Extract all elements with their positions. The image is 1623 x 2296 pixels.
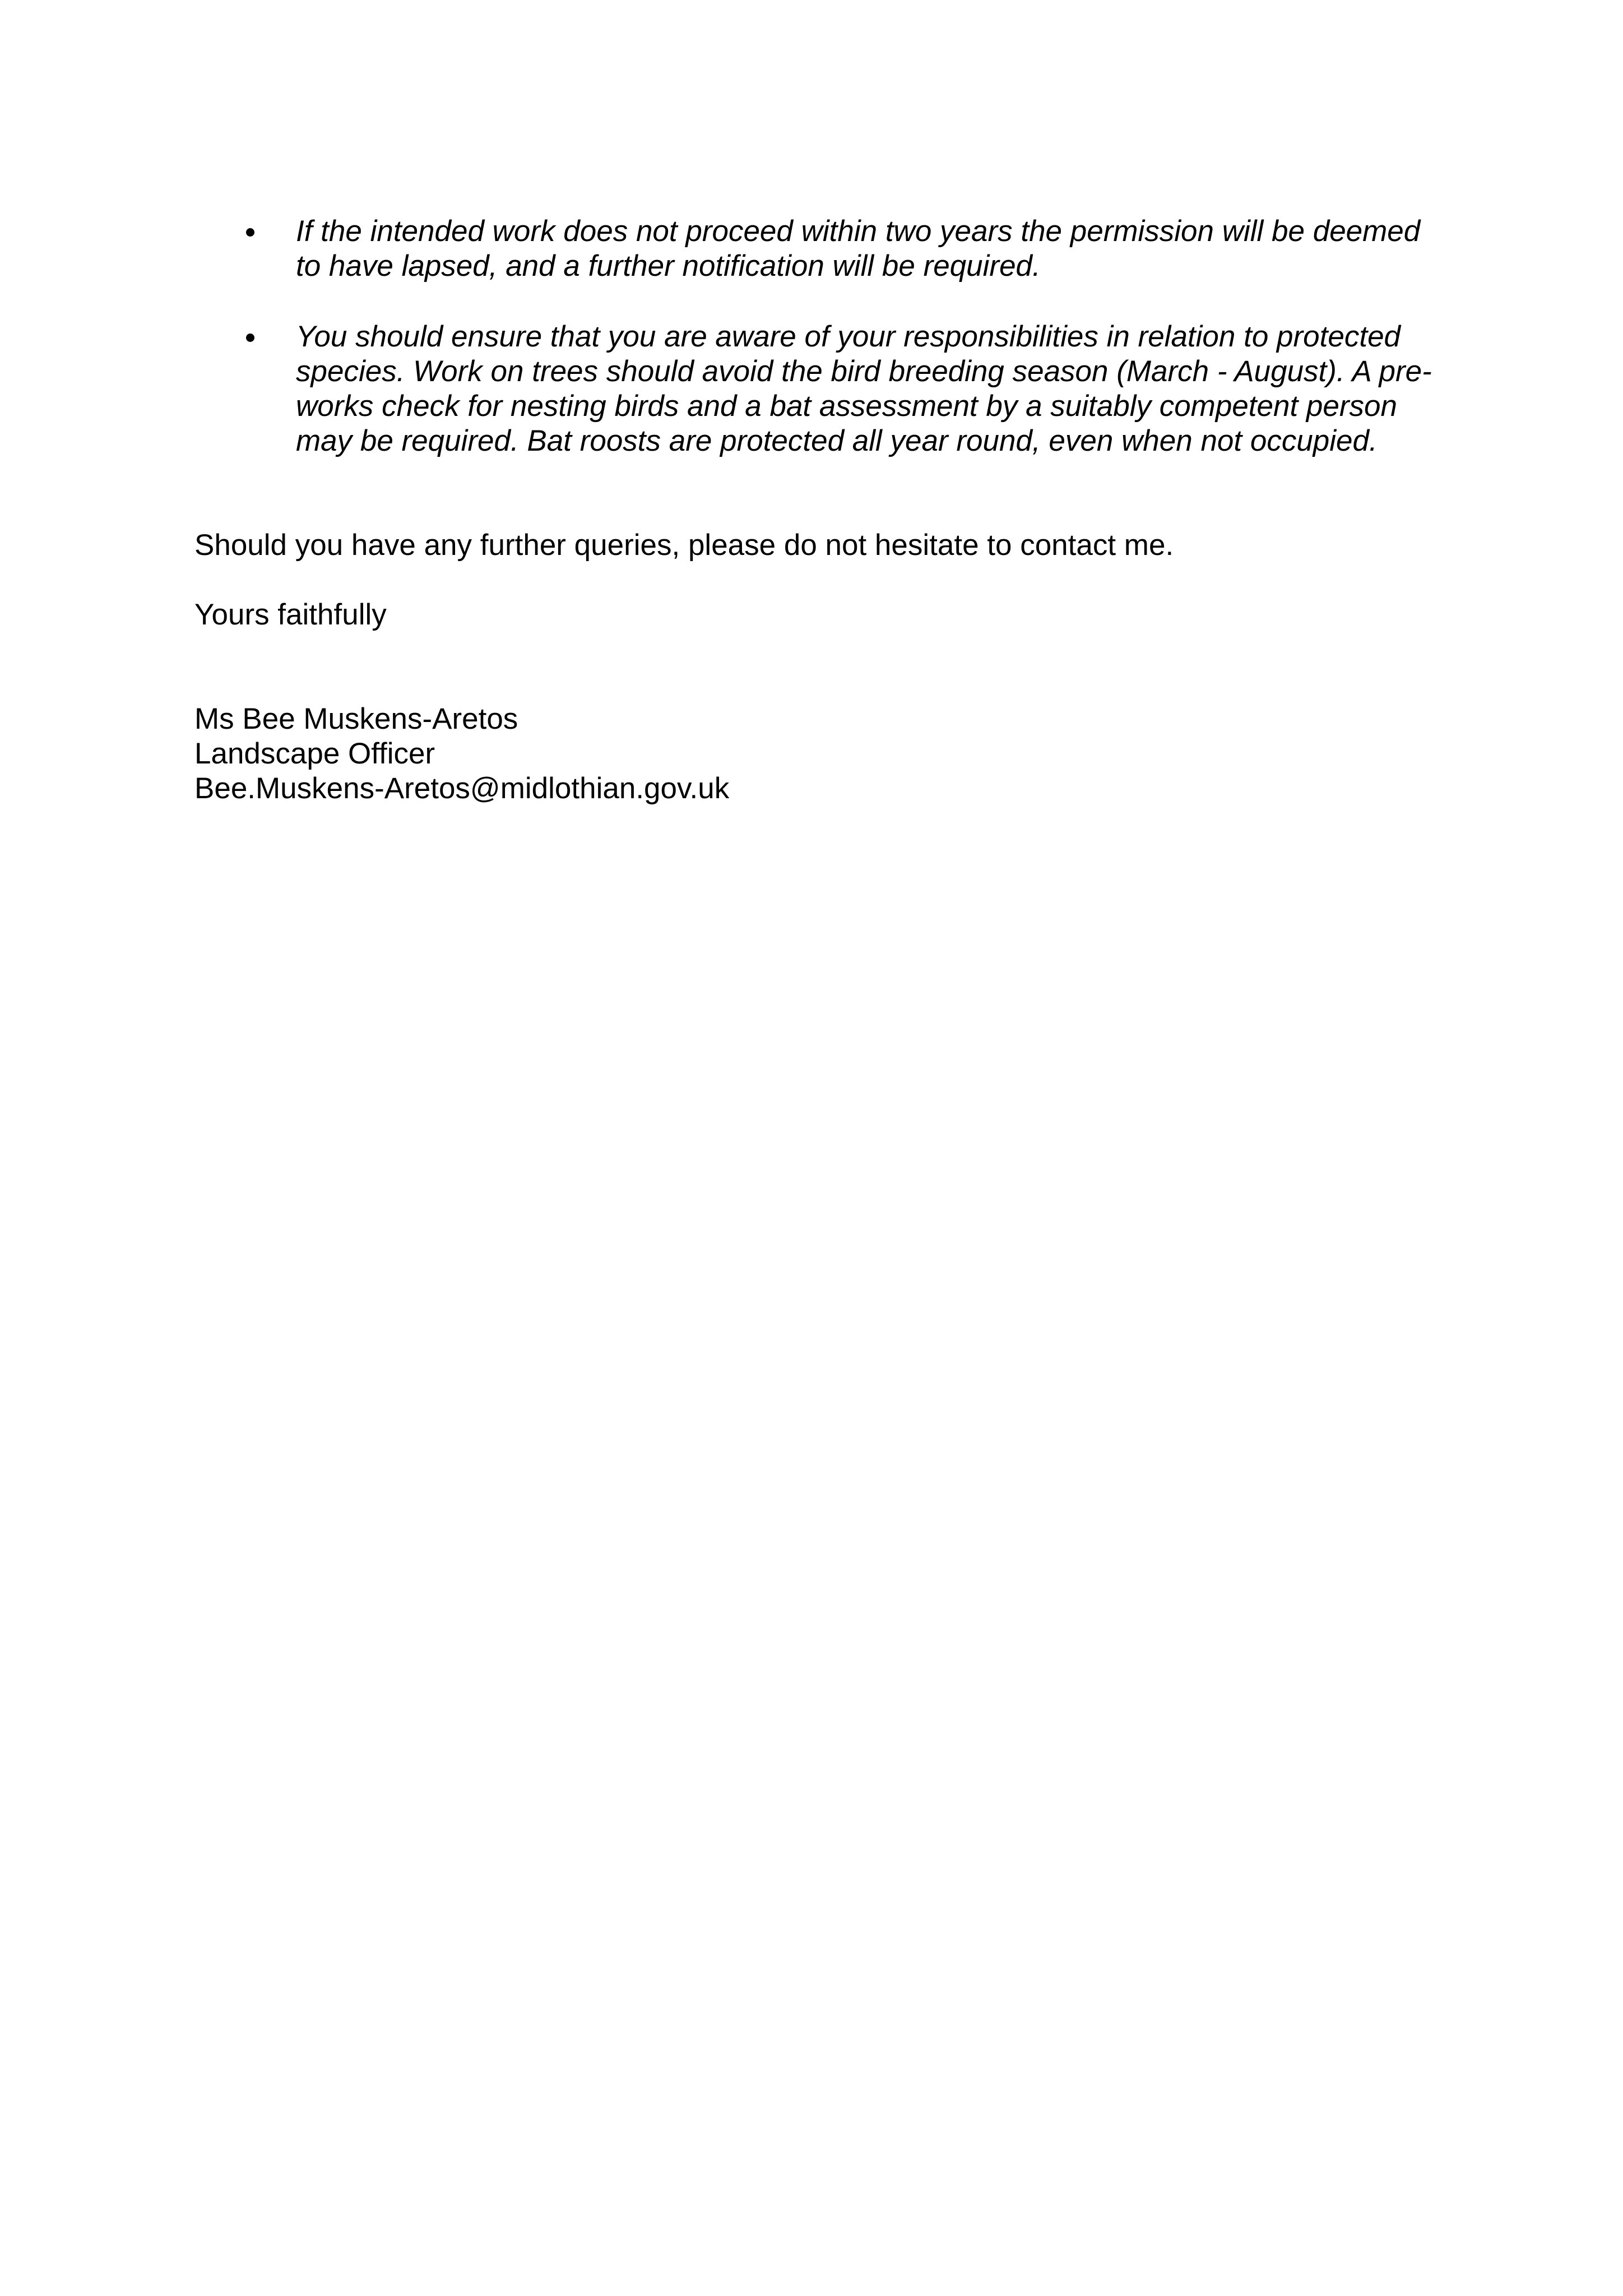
signatory-name: Ms Bee Muskens-Aretos [194, 702, 518, 735]
bullet-text: You should ensure that you are aware of your responsibilities in relation to protected species. Work on trees should avoid the bird breeding season (March - August). A pre-works check for nesting birds and a bat assessment by a suitably competent person may be required. Bat roosts are protected all year round, even when not occupied. [296, 320, 1432, 457]
signatory-email: Bee.Muskens-Aretos@midlothian.gov.uk [194, 772, 730, 805]
queries-paragraph: Should you have any further queries, please do not hesitate to contact me. [194, 529, 1174, 562]
closing-salutation: Yours faithfully [194, 598, 387, 631]
bullet-icon [246, 228, 254, 237]
bullet-icon [246, 334, 254, 342]
list-item [240, 320, 1450, 459]
list-item [240, 214, 1450, 284]
signatory-title: Landscape Officer [194, 737, 435, 770]
conditions-list [240, 214, 1450, 494]
signature-block [194, 702, 729, 806]
bullet-text: If the intended work does not proceed within two years the permission will be deemed to have lapsed, and a further notification will be required. [296, 215, 1421, 283]
